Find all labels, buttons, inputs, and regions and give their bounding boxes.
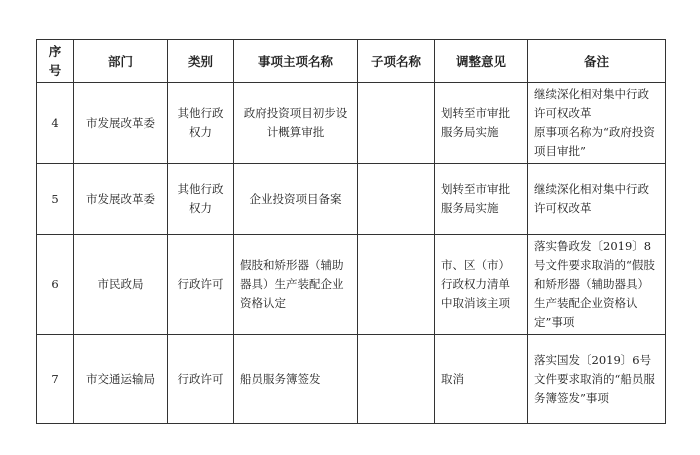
- header-no: 序号: [37, 40, 74, 83]
- cell-remark: 落实鲁政发〔2019〕8号文件要求取消的“假肢和矫形器（辅助器具）生产装配企业资格认定”事项: [528, 235, 666, 335]
- cell-no: 7: [37, 335, 74, 424]
- cell-no: 4: [37, 83, 74, 164]
- cell-opinion: 划转至市审批服务局实施: [435, 83, 528, 164]
- cell-opinion: 划转至市审批服务局实施: [435, 164, 528, 235]
- cell-remark: 继续深化相对集中行政许可权改革: [528, 164, 666, 235]
- cell-dept: 市交通运输局: [74, 335, 168, 424]
- cell-dept: 市民政局: [74, 235, 168, 335]
- cell-main-item: 假肢和矫形器（辅助器具）生产装配企业资格认定: [234, 235, 358, 335]
- cell-dept: 市发展改革委: [74, 83, 168, 164]
- cell-sub-item: [358, 83, 435, 164]
- cell-opinion: 取消: [435, 335, 528, 424]
- table-row: [37, 164, 666, 235]
- cell-main-item: 企业投资项目备案: [234, 164, 358, 235]
- cell-category: 其他行政权力: [168, 164, 234, 235]
- header-remark: 备注: [528, 40, 666, 83]
- cell-opinion: 市、区（市）行政权力清单中取消该主项: [435, 235, 528, 335]
- table-row: [37, 235, 666, 335]
- cell-sub-item: [358, 335, 435, 424]
- header-main-item: 事项主项名称: [234, 40, 358, 83]
- table-row: [37, 83, 666, 164]
- cell-sub-item: [358, 235, 435, 335]
- cell-main-item: 政府投资项目初步设计概算审批: [234, 83, 358, 164]
- header-dept: 部门: [74, 40, 168, 83]
- header-row: [37, 40, 666, 83]
- cell-remark: 落实国发〔2019〕6号文件要求取消的“船员服务簿签发”事项: [528, 335, 666, 424]
- cell-category: 行政许可: [168, 335, 234, 424]
- header-sub-item: 子项名称: [358, 40, 435, 83]
- page: [36, 39, 666, 424]
- header-opinion: 调整意见: [435, 40, 528, 83]
- cell-sub-item: [358, 164, 435, 235]
- cell-no: 6: [37, 235, 74, 335]
- cell-no: 5: [37, 164, 74, 235]
- adjustment-table: [36, 39, 666, 424]
- table-row: [37, 335, 666, 424]
- cell-remark: 继续深化相对集中行政许可权改革 原事项名称为“政府投资项目审批”: [528, 83, 666, 164]
- cell-category: 行政许可: [168, 235, 234, 335]
- header-category: 类别: [168, 40, 234, 83]
- cell-main-item: 船员服务簿签发: [234, 335, 358, 424]
- cell-category: 其他行政权力: [168, 83, 234, 164]
- cell-dept: 市发展改革委: [74, 164, 168, 235]
